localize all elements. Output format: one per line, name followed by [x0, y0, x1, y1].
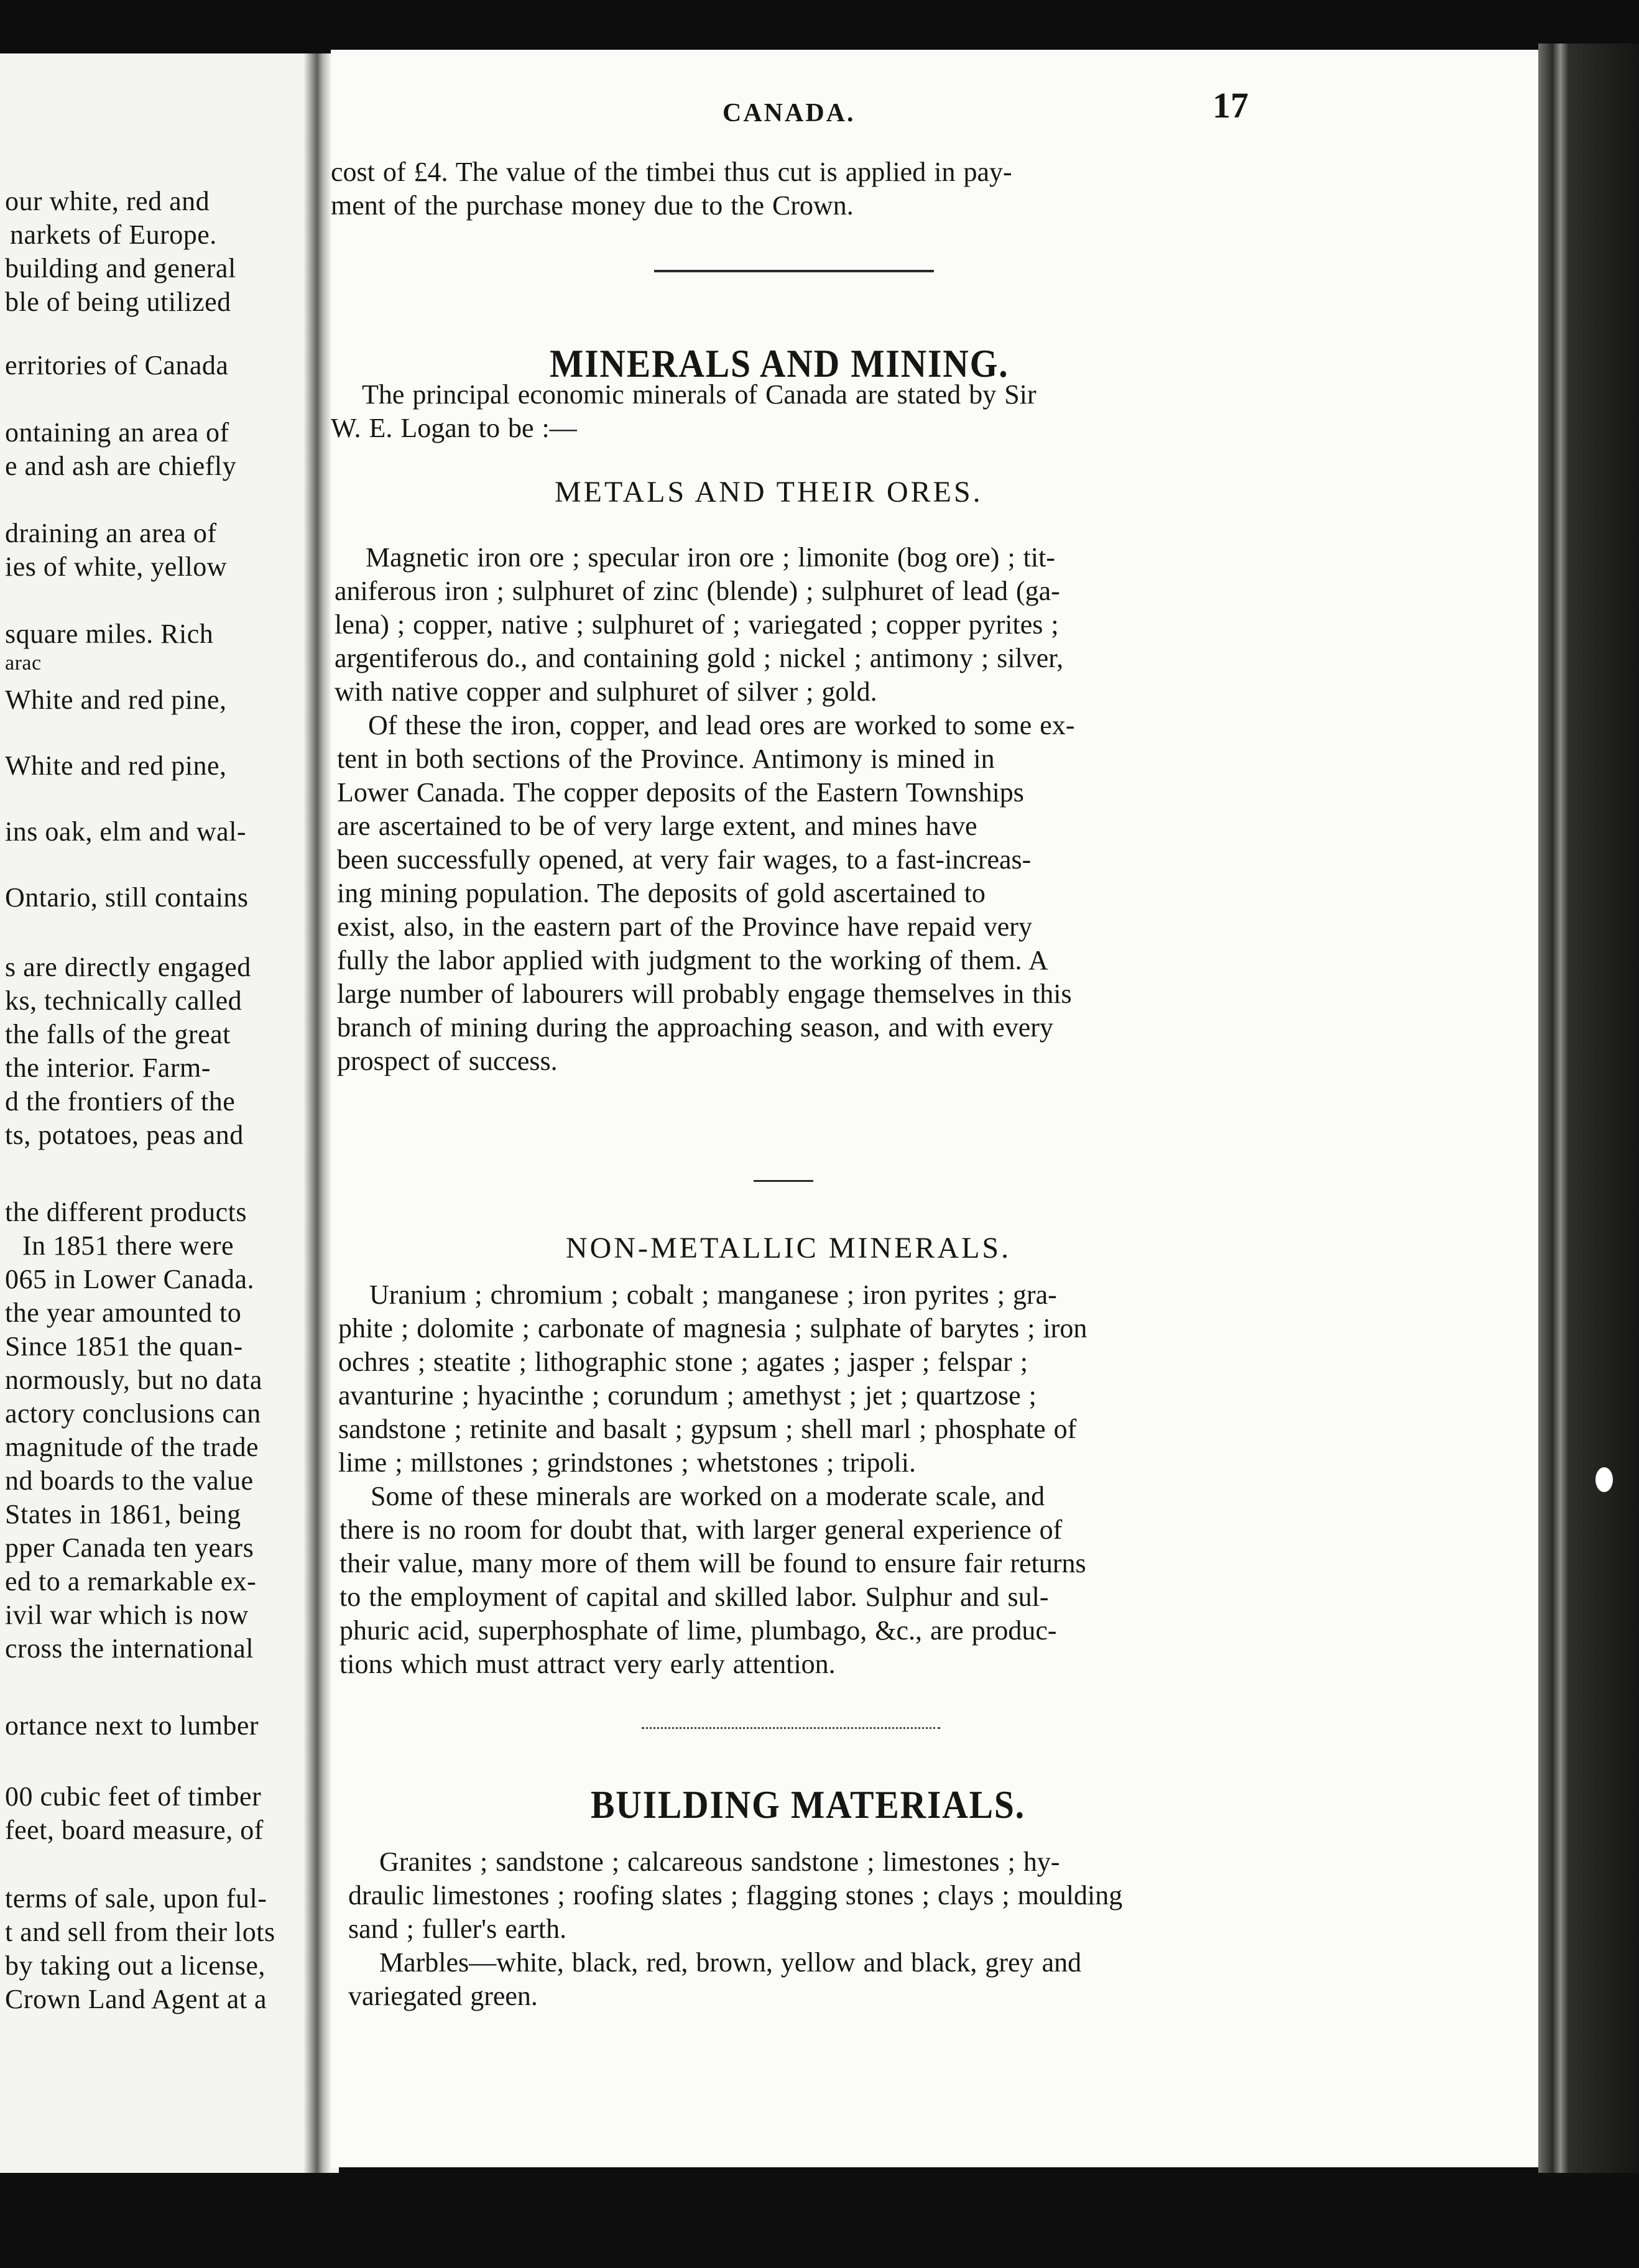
left-line: normously, but no data — [5, 1365, 262, 1395]
text-line: ing mining population. The deposits of gold ascertained to — [337, 878, 986, 908]
left-line: actory conclusions can — [5, 1398, 261, 1429]
left-line: erritories of Canada — [5, 350, 229, 380]
text-line: tions which must attract very early attention. — [339, 1649, 836, 1679]
left-line: feet, board measure, of — [5, 1815, 264, 1845]
text-line: ochres ; steatite ; lithographic stone ; agates ; jasper ; felspar ; — [338, 1347, 1028, 1377]
left-line: White and red pine, — [5, 685, 227, 715]
left-line: the year amounted to — [5, 1298, 242, 1328]
left-line: ivil war which is now — [5, 1600, 249, 1630]
text-line: aniferous iron ; sulphuret of zinc (blende) ; sulphuret of lead (ga- — [335, 576, 1060, 606]
left-line: Since 1851 the quan- — [5, 1331, 243, 1362]
left-line: White and red pine, — [5, 750, 227, 781]
left-line: ks, technically called — [5, 985, 242, 1016]
text-line: phuric acid, superphosphate of lime, plumbago, &c., are produc- — [339, 1615, 1057, 1646]
text-line: there is no room for doubt that, with larger general experience of — [339, 1514, 1063, 1545]
minerals-intro — [331, 378, 1257, 445]
text-line: avanturine ; hyacinthe ; corundum ; amethyst ; jet ; quartzose ; — [338, 1380, 1036, 1411]
metals-paragraph-1 — [335, 541, 1261, 709]
text-line: branch of mining during the approaching season, and with every — [337, 1012, 1053, 1043]
left-line: by taking out a license, — [5, 1950, 265, 1981]
text-line: phite ; dolomite ; carbonate of magnesia ; sulphate of barytes ; iron — [338, 1313, 1087, 1344]
text-line: with native copper and sulphuret of silver ; gold. — [335, 676, 877, 707]
text-line: prospect of success. — [337, 1046, 558, 1076]
text-line: are ascertained to be of very large extent, and mines have — [337, 811, 977, 841]
text-line: sand ; fuller's earth. — [348, 1914, 567, 1944]
text-line: large number of labourers will probably engage themselves in this — [337, 979, 1072, 1009]
text-line: lime ; millstones ; grindstones ; whetstones ; tripoli. — [338, 1447, 916, 1478]
text-line: ment of the purchase money due to the Crown. — [331, 190, 854, 221]
left-line: ed to a remarkable ex- — [5, 1566, 257, 1597]
left-line: arac — [5, 652, 42, 675]
text-line: Some of these minerals are worked on a moderate scale, and — [371, 1481, 1045, 1511]
section-divider — [754, 1180, 813, 1182]
left-line: terms of sale, upon ful- — [5, 1883, 267, 1914]
building-paragraph-1 — [348, 1845, 1275, 1946]
left-line: t and sell from their lots — [5, 1917, 275, 1947]
section-title-metals-and-their-ores: METALS AND THEIR ORES. — [555, 476, 983, 509]
section-divider — [642, 1727, 940, 1729]
left-line: ts, potatoes, peas and — [5, 1120, 244, 1150]
non-metallic-paragraph-2 — [339, 1480, 1266, 1681]
text-line: lena) ; copper, native ; sulphuret of ; variegated ; copper pyrites ; — [335, 609, 1059, 640]
left-line: 00 cubic feet of timber — [5, 1781, 262, 1812]
scan-background — [0, 2173, 1639, 2268]
left-line: draining an area of — [5, 518, 217, 548]
left-line: nd boards to the value — [5, 1465, 254, 1496]
left-page-fragment — [0, 53, 339, 2180]
non-metallic-paragraph-1 — [338, 1278, 1265, 1480]
text-line: Of these the iron, copper, and lead ores are worked to some ex- — [368, 710, 1075, 740]
left-line: States in 1861, being — [5, 1499, 241, 1529]
metals-paragraph-2 — [337, 709, 1263, 1078]
left-line: ontaining an area of — [5, 417, 229, 448]
text-line: exist, also, in the eastern part of the Province have repaid very — [337, 911, 1032, 942]
text-line: Uranium ; chromium ; cobalt ; manganese ; iron pyrites ; gra- — [369, 1279, 1057, 1310]
text-line: fully the labor applied with judgment to the working of them. A — [337, 945, 1048, 975]
section-title-minerals-and-mining: MINERALS AND MINING. — [550, 341, 1009, 385]
text-line: their value, many more of them will be found to ensure fair returns — [339, 1548, 1086, 1579]
text-line: Marbles—white, black, red, brown, yellow and black, grey and — [379, 1947, 1082, 1978]
page-number: 17 — [1212, 85, 1249, 126]
left-line: e and ash are chiefly — [5, 451, 237, 481]
left-line: our white, red and — [5, 186, 210, 216]
left-line: magnitude of the trade — [5, 1432, 259, 1462]
left-line: ortance next to lumber — [5, 1710, 259, 1741]
left-line: In 1851 there were — [22, 1230, 234, 1261]
text-line: Lower Canada. The copper deposits of the Eastern Townships — [337, 777, 1024, 808]
left-line: ies of white, yellow — [5, 551, 228, 582]
left-line: narkets of Europe. — [10, 219, 217, 250]
left-line: ble of being utilized — [5, 287, 231, 317]
left-line: d the frontiers of the — [5, 1086, 236, 1117]
left-line: pper Canada ten years — [5, 1533, 254, 1563]
left-line: the falls of the great — [5, 1019, 231, 1049]
text-line: cost of £4. The value of the timbei thus cut is applied in pay- — [331, 157, 1012, 187]
left-line: building and general — [5, 253, 236, 284]
text-line: to the employment of capital and skilled labor. Sulphur and sul- — [339, 1582, 1049, 1612]
left-line: the different products — [5, 1197, 247, 1227]
text-line: W. E. Logan to be :— — [331, 413, 577, 443]
left-line: the interior. Farm- — [5, 1053, 211, 1083]
section-title-non-metallic-minerals: NON-METALLIC MINERALS. — [566, 1232, 1012, 1265]
left-line: ins oak, elm and wal- — [5, 816, 247, 847]
text-line: The principal economic minerals of Canada are stated by Sir — [362, 379, 1036, 410]
right-page — [331, 50, 1538, 2167]
left-line: square miles. Rich — [5, 619, 214, 649]
text-line: Granites ; sandstone ; calcareous sandstone ; limestones ; hy- — [379, 1846, 1060, 1877]
text-line: tent in both sections of the Province. Antimony is mined in — [337, 744, 995, 774]
section-divider — [654, 270, 934, 272]
text-line: draulic limestones ; roofing slates ; flagging stones ; clays ; moulding — [348, 1880, 1123, 1911]
text-line: sandstone ; retinite and basalt ; gypsum ; shell marl ; phosphate of — [338, 1414, 1077, 1444]
left-line: Crown Land Agent at a — [5, 1984, 267, 2014]
opening-paragraph — [331, 155, 1257, 223]
book-gutter — [303, 53, 331, 2180]
text-line: argentiferous do., and containing gold ; nickel ; antimony ; silver, — [335, 643, 1064, 673]
text-line: been successfully opened, at very fair wages, to a fast-increas- — [337, 844, 1032, 875]
book-edge — [1538, 44, 1639, 2182]
scan-speck — [1595, 1467, 1613, 1492]
left-line: Ontario, still contains — [5, 882, 249, 913]
left-line: 065 in Lower Canada. — [5, 1264, 254, 1294]
building-paragraph-2 — [348, 1946, 1275, 2013]
text-line: variegated green. — [348, 1981, 538, 2011]
text-line: Magnetic iron ore ; specular iron ore ; limonite (bog ore) ; tit- — [366, 542, 1056, 573]
left-line: cross the international — [5, 1633, 254, 1664]
left-line: s are directly engaged — [5, 952, 251, 982]
running-head: CANADA. — [723, 99, 856, 127]
section-title-building-materials: BUILDING MATERIALS. — [591, 1782, 1025, 1827]
